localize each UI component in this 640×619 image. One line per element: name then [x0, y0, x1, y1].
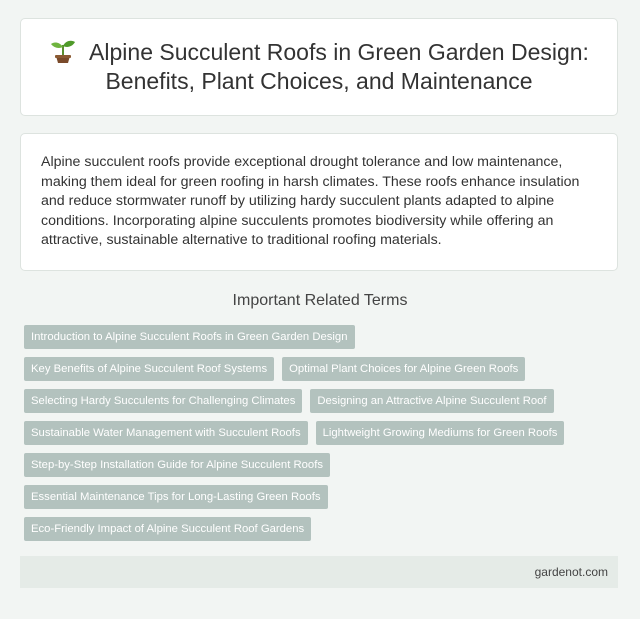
- page-title-text: Alpine Succulent Roofs in Green Garden Design: Benefits, Plant Choices, and Maintenance: [89, 39, 589, 94]
- term-tag[interactable]: Introduction to Alpine Succulent Roofs in Green Garden Design: [24, 325, 355, 349]
- related-terms-list: [24, 325, 624, 549]
- sprout-icon: [49, 38, 77, 64]
- summary-text: Alpine succulent roofs provide exceptional drought tolerance and low maintenance, making them ideal for green roofing in harsh climates. These roofs enhance insulation and reduce stormwater runoff by utilizing hardy succulent plants adapted to alpine conditions. Incorporating alpine succulents promotes biodiversity while offering an attractive, sustainable alternative to traditional roofing materials.: [41, 154, 580, 248]
- related-terms-heading: Important Related Terms: [232, 292, 408, 309]
- term-row: [24, 485, 624, 509]
- term-row: [24, 325, 624, 349]
- term-row: [24, 453, 624, 477]
- term-tag[interactable]: Step-by-Step Installation Guide for Alpine Succulent Roofs: [24, 453, 330, 477]
- term-row: [24, 389, 624, 413]
- term-tag[interactable]: Sustainable Water Management with Succulent Roofs: [24, 421, 308, 445]
- term-tag[interactable]: Lightweight Growing Mediums for Green Roofs: [316, 421, 565, 445]
- page-title: [39, 38, 599, 96]
- summary-card: [20, 133, 618, 271]
- term-row: [24, 517, 624, 541]
- title-card: [20, 18, 618, 116]
- term-row: [24, 421, 624, 445]
- term-row: [24, 357, 624, 381]
- footer-site-link[interactable]: gardenot.com: [534, 565, 608, 579]
- term-tag[interactable]: Key Benefits of Alpine Succulent Roof Systems: [24, 357, 274, 381]
- term-tag[interactable]: Selecting Hardy Succulents for Challenging Climates: [24, 389, 302, 413]
- term-tag[interactable]: Essential Maintenance Tips for Long-Lasting Green Roofs: [24, 485, 328, 509]
- term-tag[interactable]: Eco-Friendly Impact of Alpine Succulent Roof Gardens: [24, 517, 311, 541]
- footer: [20, 556, 618, 588]
- term-tag[interactable]: Designing an Attractive Alpine Succulent Roof: [310, 389, 553, 413]
- term-tag[interactable]: Optimal Plant Choices for Alpine Green Roofs: [282, 357, 525, 381]
